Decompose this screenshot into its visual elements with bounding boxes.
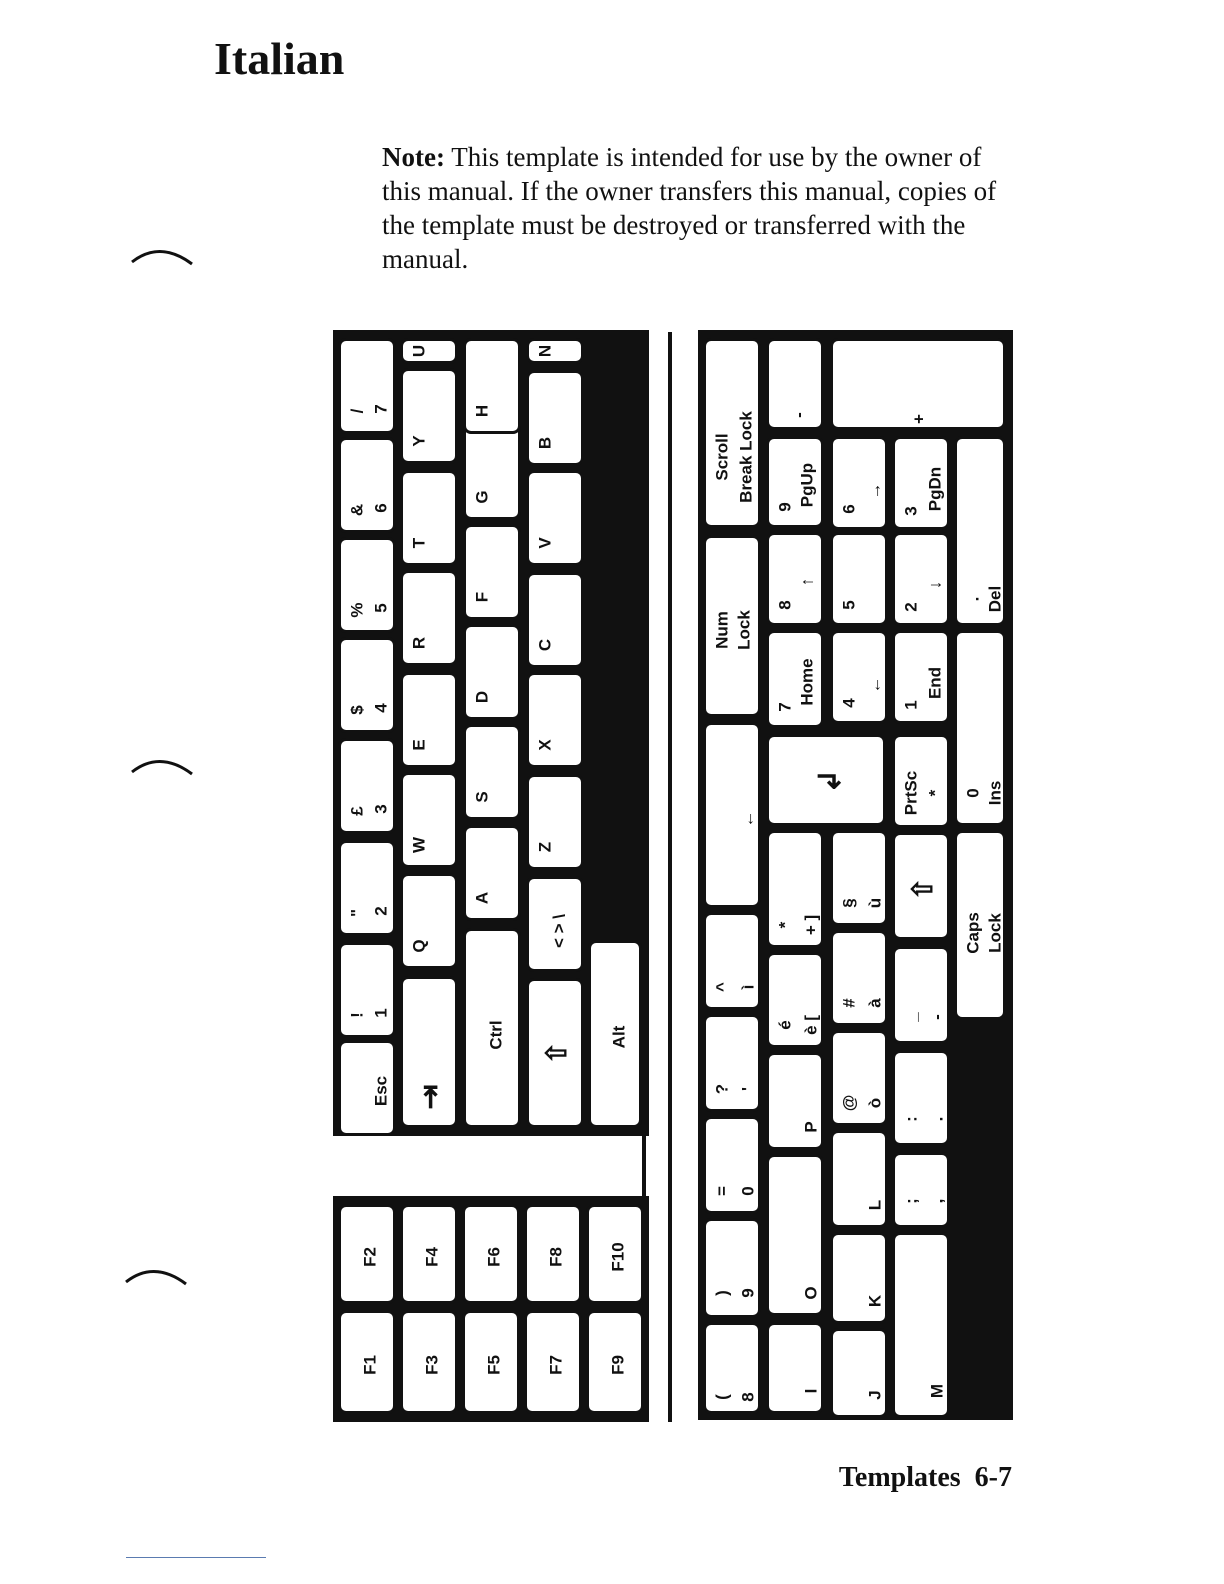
- number-row-key-3-label-1: ": [347, 908, 367, 918]
- numpad-key-1-label: 1: [901, 700, 921, 710]
- right-shift-key: [892, 832, 950, 940]
- number-row-key-3-label: 2: [371, 906, 391, 916]
- m-row-key-2-label: .: [927, 1116, 947, 1122]
- enter-key: [766, 734, 886, 826]
- letter-key-n: [526, 338, 584, 364]
- function-key-f7: [524, 1310, 582, 1414]
- letter-key-q-label: Q: [409, 939, 429, 953]
- numpad-key-6: [830, 436, 888, 530]
- numpad-key-del-label: .: [963, 596, 983, 602]
- number-row-key-4-label: 3: [371, 804, 391, 814]
- numpad-minus-key: [766, 338, 824, 430]
- letter-key-h-label: H: [472, 404, 492, 418]
- right-top-key-4-label-1: ^: [712, 982, 732, 992]
- function-key-f6-label: F6: [484, 1247, 504, 1267]
- letter-key-c: [526, 572, 584, 668]
- number-row-key-6-label: 5: [371, 603, 391, 613]
- number-row-key-2-label: 1: [371, 1008, 391, 1018]
- p-row-key-3-label: è [: [801, 1015, 821, 1035]
- alt-key-label: Alt: [609, 1025, 629, 1049]
- numpad-plus-key-label: +: [909, 414, 929, 424]
- letter-key-z-label: Z: [535, 841, 555, 853]
- letter-key-a-label: A: [472, 891, 492, 905]
- l-row-key-3-label-1: @: [839, 1094, 859, 1112]
- divider-line-2: [668, 332, 672, 1422]
- m-row-key-3-label: -: [927, 1014, 947, 1020]
- number-row-key-6: [338, 537, 396, 633]
- function-key-f5-label: F5: [484, 1355, 504, 1375]
- note-label: Note:: [382, 142, 445, 172]
- numpad-minus-key-label: -: [789, 412, 809, 418]
- l-row-key-4-label: à: [865, 998, 885, 1008]
- numpad-plus-key: [830, 338, 1006, 430]
- number-row-key-3: [338, 840, 396, 936]
- letter-key-n-label: N: [535, 344, 555, 358]
- letter-key-b-label: B: [535, 436, 555, 450]
- p-row-key-1-label: O: [801, 1286, 821, 1300]
- right-top-key-3-label-1: ?: [712, 1083, 732, 1095]
- l-row-key-4: [830, 930, 888, 1026]
- function-key-f3-label: F3: [422, 1355, 442, 1375]
- p-row-key-2: [766, 1052, 824, 1150]
- l-row-key-5-label-1: §: [839, 898, 859, 908]
- numpad-key-7: [766, 630, 824, 728]
- number-row-key-2-label-1: !: [347, 1012, 367, 1018]
- numpad-key-7-label: 7: [775, 702, 795, 712]
- l-row-key-2-label: L: [865, 1199, 885, 1211]
- m-row-key-1-label: ,: [927, 1198, 947, 1204]
- scroll-lock-key-label: Scroll: [712, 433, 732, 481]
- angle-bracket-key-label: < > \: [549, 913, 569, 949]
- note-text: This template is intended for use by the owner of this manual. If the owner transfers this manual, copies of the template must be destroyed or transferred with the manual.: [382, 142, 997, 274]
- letter-key-e: [400, 672, 458, 768]
- number-row-key-1: [338, 1040, 396, 1136]
- right-top-key-0-label-1: (: [712, 1394, 732, 1400]
- l-row-key-5: [830, 830, 888, 926]
- number-row-key-8-label: 7: [371, 404, 391, 414]
- letter-key-d-label: D: [472, 690, 492, 704]
- letter-key-e-label: E: [409, 739, 429, 751]
- numpad-key-2-label: 2: [901, 602, 921, 612]
- letter-key-y-label: Y: [409, 435, 429, 447]
- numpad-key-2: [892, 532, 950, 626]
- letter-key-t: [400, 470, 458, 566]
- numpad-key-1-label-1: End: [925, 666, 945, 700]
- num-lock-key-label: Num: [712, 611, 732, 649]
- number-row-key-8-label-1: /: [347, 408, 367, 414]
- right-top-key-2-label: 0: [738, 1186, 758, 1196]
- letter-key-y: [400, 368, 458, 464]
- p-row-key-1: [766, 1154, 824, 1316]
- p-row-key-2-label: P: [801, 1121, 821, 1133]
- numpad-key-3-label-1: PgDn: [925, 466, 945, 512]
- p-row-key-4-label: + ]: [801, 914, 821, 936]
- number-row-key-5: [338, 637, 396, 733]
- right-top-key-4-label: ì: [738, 984, 758, 990]
- prtsc-key-label-1: *: [925, 789, 945, 797]
- numpad-key-1: [892, 630, 950, 724]
- number-row-key-4: [338, 738, 396, 834]
- ctrl-key-label: Ctrl: [486, 1020, 506, 1050]
- p-row-key-0-label: I: [801, 1388, 821, 1394]
- m-row-key-1: [892, 1152, 950, 1228]
- function-key-f2: [338, 1204, 396, 1304]
- m-row-key-1-label-1: ;: [901, 1198, 921, 1204]
- function-key-f10: [586, 1204, 644, 1304]
- scroll-lock-key-label-1: Break Lock: [736, 411, 756, 503]
- num-lock-key: [703, 535, 761, 717]
- letter-key-q: [400, 873, 458, 969]
- m-row-key-2-label-1: :: [901, 1116, 921, 1122]
- letter-key-s-label: S: [472, 791, 492, 803]
- letter-key-s: [463, 724, 521, 820]
- page-footer: [839, 1462, 1012, 1494]
- p-row-key-3: [766, 952, 824, 1048]
- footer-title: Templates: [838, 1462, 961, 1493]
- function-key-f3: [400, 1310, 458, 1414]
- numpad-key-3-label: 3: [901, 506, 921, 516]
- p-row-key-4-label-1: *: [775, 921, 795, 929]
- m-row-key-3: [892, 946, 950, 1044]
- binder-hole-arc-top: [130, 238, 196, 268]
- right-top-key-3-label: ': [738, 1086, 758, 1092]
- left-shift-key: [526, 978, 584, 1128]
- numpad-key-5: [830, 532, 888, 626]
- prtsc-key-label: PrtSc: [901, 770, 921, 816]
- caps-lock-key-label-1: Lock: [985, 913, 1005, 953]
- letter-key-v: [526, 470, 584, 566]
- number-row-key-5-label-1: $: [347, 705, 367, 715]
- function-key-f4: [400, 1204, 458, 1304]
- numpad-key-8-label-1: ↑: [797, 577, 817, 587]
- function-key-f1-label: F1: [360, 1355, 380, 1375]
- right-top-key-0-label: 8: [738, 1392, 758, 1402]
- function-key-f6: [462, 1204, 520, 1304]
- number-row-key-2: [338, 942, 396, 1038]
- numpad-key-0-label: 0: [963, 788, 983, 798]
- numpad-key-0: [954, 630, 1006, 826]
- letter-key-h: [463, 338, 521, 434]
- right-top-key-1-label: 9: [738, 1288, 758, 1298]
- l-row-key-3-label: ò: [865, 1097, 885, 1109]
- function-key-f1: [338, 1310, 396, 1414]
- numpad-key-4: [830, 630, 888, 724]
- m-row-key-0-label: M: [927, 1383, 947, 1399]
- numpad-key-4-label: 4: [839, 698, 859, 708]
- letter-key-g-label: G: [472, 490, 492, 504]
- number-row-key-6-label-1: %: [347, 602, 367, 618]
- l-row-key-2: [830, 1130, 888, 1228]
- number-row-key-7-label: 6: [371, 503, 391, 513]
- m-row-key-2: [892, 1050, 950, 1146]
- numpad-key-8: [766, 532, 824, 626]
- number-row-key-7-label-1: &: [347, 503, 367, 517]
- right-shift-key-label: ⇧: [907, 877, 938, 901]
- l-row-key-1-label: K: [865, 1294, 885, 1308]
- letter-key-v-label: V: [535, 537, 555, 549]
- right-top-key-5-label: ←: [738, 810, 758, 828]
- number-row-key-4-label-1: £: [347, 806, 367, 816]
- letter-key-f-label: F: [472, 591, 492, 603]
- l-row-key-3: [830, 1030, 888, 1126]
- letter-key-f: [463, 524, 521, 620]
- template-note: [382, 140, 1022, 276]
- letter-key-t-label: T: [409, 537, 429, 549]
- function-key-f7-label: F7: [546, 1355, 566, 1375]
- right-top-key-2-label-1: =: [712, 1186, 732, 1196]
- tab-key-label: ⇥: [414, 1084, 447, 1110]
- letter-key-r: [400, 570, 458, 666]
- scroll-lock-key: [703, 338, 761, 528]
- footer-page-number: 6-7: [974, 1462, 1012, 1493]
- function-key-f10-label: F10: [608, 1242, 628, 1272]
- numpad-key-del-label-1: Del: [985, 585, 1005, 613]
- letter-key-x-label: X: [535, 739, 555, 751]
- function-key-f4-label: F4: [422, 1247, 442, 1267]
- right-top-key-3: [703, 1014, 761, 1112]
- numpad-key-0-label-1: Ins: [985, 780, 1005, 806]
- function-key-f5: [462, 1310, 520, 1414]
- numpad-key-9: [766, 436, 824, 528]
- num-lock-key-label-1: Lock: [734, 610, 754, 650]
- ctrl-key: [463, 928, 521, 1128]
- function-key-f9: [586, 1310, 644, 1414]
- caps-lock-key-label: Caps: [963, 912, 983, 954]
- numpad-key-6-label: 6: [839, 504, 859, 514]
- right-top-key-4: [703, 912, 761, 1010]
- right-top-key-0: [703, 1322, 761, 1414]
- prtsc-key: [892, 734, 950, 828]
- m-row-key-3-label-1: _: [901, 1012, 921, 1022]
- function-key-f8-label: F8: [546, 1247, 566, 1267]
- p-row-key-0: [766, 1322, 824, 1414]
- alt-key: [588, 940, 642, 1128]
- l-row-key-4-label-1: #: [839, 998, 859, 1008]
- p-row-key-4: [766, 830, 824, 948]
- function-key-f2-label: F2: [360, 1247, 380, 1267]
- letter-key-u-label: U: [409, 344, 429, 358]
- page-title: Italian: [214, 33, 345, 84]
- numpad-key-7-label-1: Home: [797, 658, 817, 706]
- right-top-key-2: [703, 1116, 761, 1214]
- letter-key-c-label: C: [535, 638, 555, 652]
- letter-key-b: [526, 370, 584, 466]
- l-row-key-5-label: ù: [865, 897, 885, 909]
- p-row-key-3-label-1: é: [775, 1020, 795, 1030]
- letter-key-x: [526, 672, 584, 768]
- letter-key-d: [463, 624, 521, 720]
- binder-hole-arc-bottom: [124, 1258, 190, 1288]
- bottom-rule: [126, 1557, 266, 1558]
- numpad-key-8-label: 8: [775, 600, 795, 610]
- numpad-key-4-label-1: ←: [865, 676, 885, 694]
- numpad-key-9-label-1: PgUp: [797, 462, 817, 508]
- caps-lock-key: [954, 830, 1006, 1020]
- numpad-key-9-label: 9: [775, 502, 795, 512]
- number-row-key-5-label: 4: [371, 703, 391, 713]
- m-row-key-0: [892, 1232, 950, 1418]
- letter-key-u: [400, 338, 458, 364]
- enter-key-label: ↲: [814, 768, 847, 794]
- function-key-f8: [524, 1204, 582, 1304]
- right-top-key-5: [703, 722, 761, 908]
- l-row-key-0: [830, 1328, 888, 1418]
- l-row-key-1: [830, 1232, 888, 1324]
- l-row-key-0-label: J: [865, 1390, 885, 1400]
- letter-key-r-label: R: [409, 636, 429, 650]
- numpad-key-5-label: 5: [839, 600, 859, 610]
- number-row-key-1-label: Esc: [371, 1075, 391, 1107]
- tab-key: [400, 976, 458, 1128]
- numpad-key-3: [892, 436, 950, 530]
- letter-key-z: [526, 774, 584, 870]
- letter-key-w: [400, 772, 458, 868]
- right-top-key-1-label-1: ): [712, 1290, 732, 1296]
- letter-key-w-label: W: [409, 836, 429, 854]
- binder-hole-arc-middle: [130, 748, 196, 778]
- number-row-key-7: [338, 437, 396, 533]
- number-row-key-8: [338, 338, 396, 434]
- numpad-key-del: [954, 436, 1006, 626]
- numpad-key-2-label-1: ↓: [925, 580, 945, 590]
- letter-key-g: [463, 424, 521, 520]
- right-top-key-1: [703, 1218, 761, 1318]
- left-shift-key-label: ⇧: [541, 1041, 572, 1065]
- numpad-key-6-label-1: →: [865, 482, 885, 500]
- function-key-f9-label: F9: [608, 1355, 628, 1375]
- letter-key-a: [463, 825, 521, 921]
- angle-bracket-key: [526, 876, 584, 972]
